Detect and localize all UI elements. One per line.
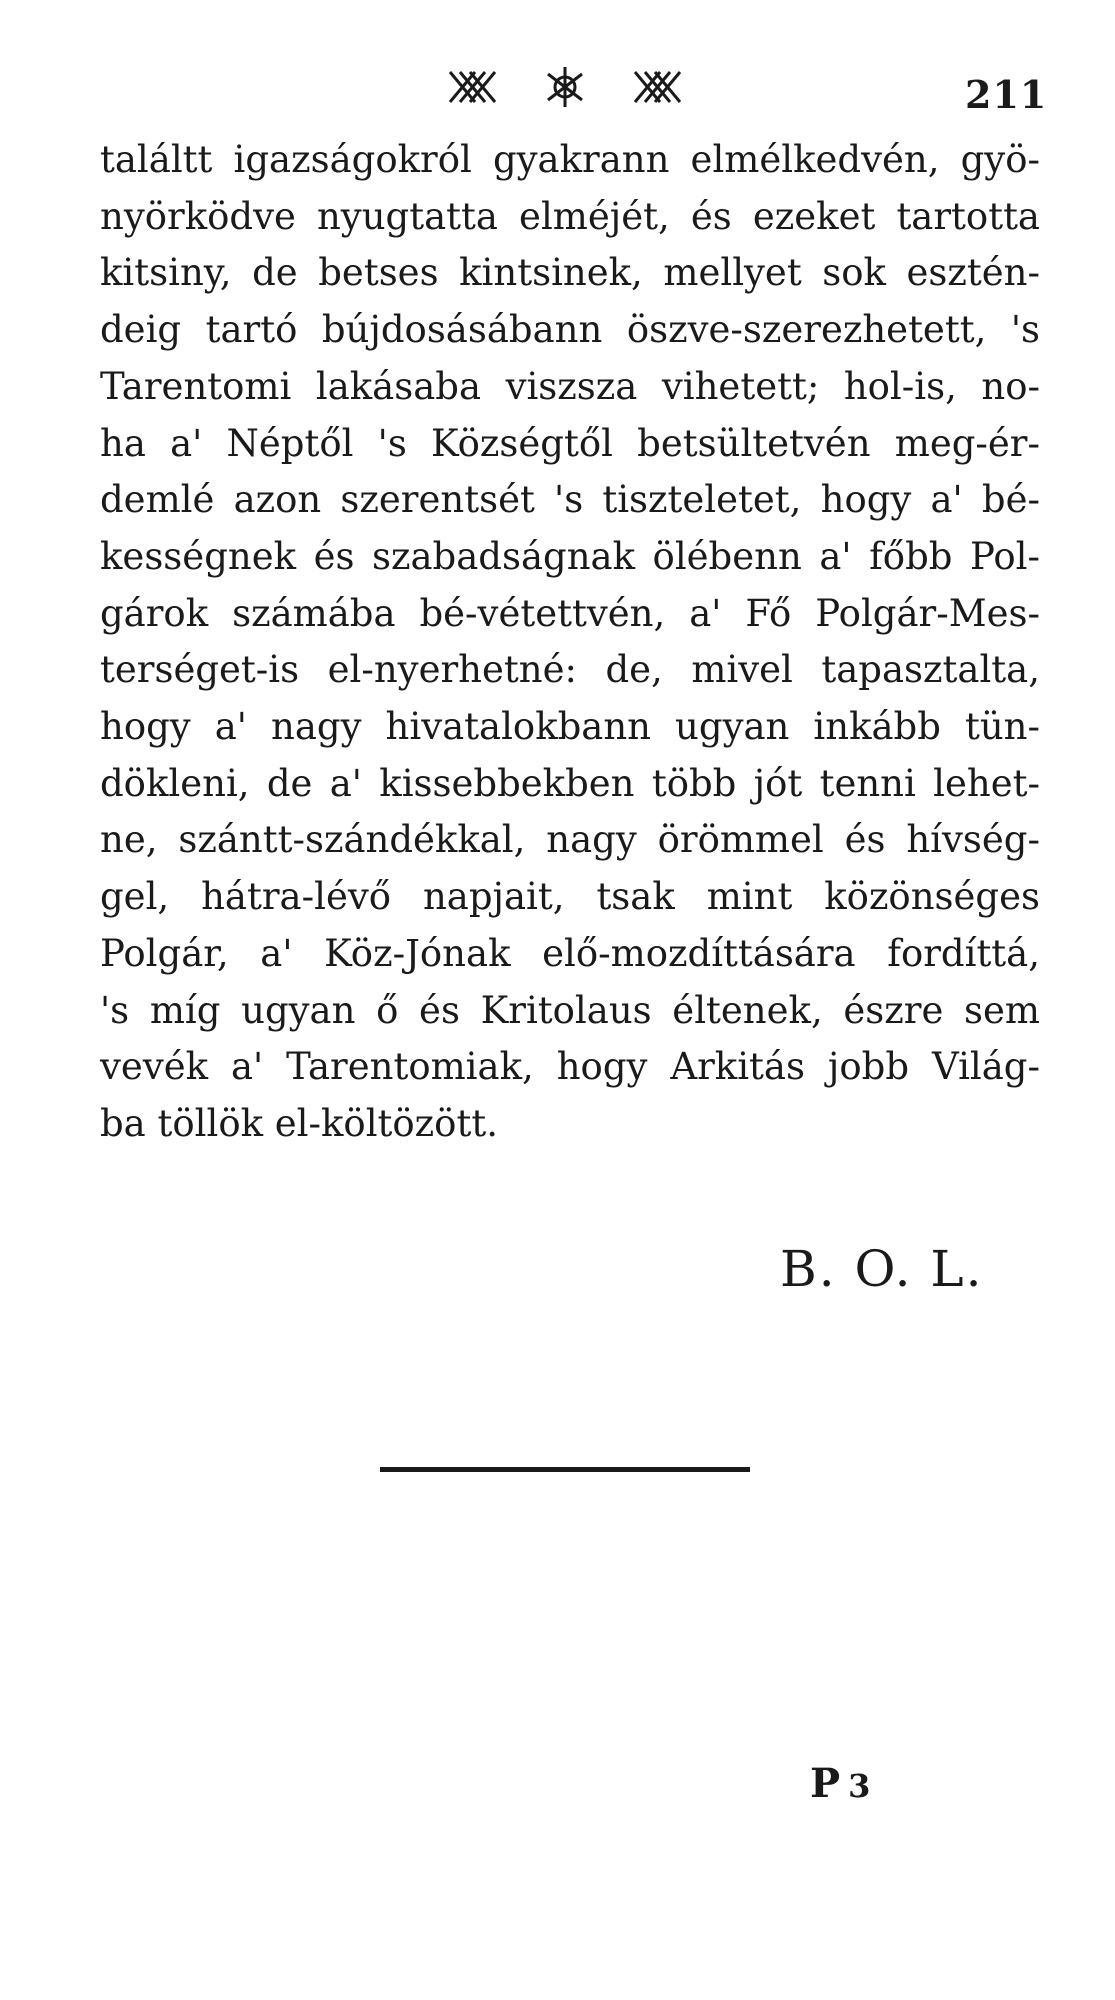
text-line: 's míg ugyan ő és Kritolaus éltenek, észre sem	[100, 988, 1040, 1032]
body-paragraph	[100, 132, 1040, 1153]
text-line: kességnek és szabadságnak ölébenn a' főbb Pol-	[100, 534, 1040, 578]
text-line: vevék a' Tarentomiak, hogy Arkitás jobb Világ-	[100, 1045, 1040, 1089]
signature-number: 3	[848, 1767, 871, 1805]
text-line: nyörködve nyugtatta elméjét, és ezeket tartotta	[100, 194, 1040, 238]
text-line: gel, hátra-lévő napjait, tsak mint közönséges	[100, 875, 1040, 919]
signature-letter: P	[810, 1760, 841, 1807]
text-line: demlé azon szerentsét 's tiszteletet, hogy a' bé-	[100, 478, 1040, 522]
text-line: találtt igazságokról gyakrann elmélkedvén, gyö-	[100, 138, 1040, 181]
page-number: 211	[965, 72, 1048, 117]
author-initials: B. O. L.	[780, 1240, 984, 1298]
text-line: terséget-is el-nyerhetné: de, mivel tapasztalta,	[100, 648, 1040, 692]
text-line: kitsiny, de betses kintsinek, mellyet sok esztén-	[100, 251, 1040, 295]
text-line: dökleni, de a' kissebbekben több jót tenni lehet-	[100, 761, 1040, 805]
text-line: ne, szántt-szándékkal, nagy örömmel és hívség-	[100, 818, 1040, 862]
floral-ornament-icon	[430, 62, 700, 112]
text-line: hogy a' nagy hivatalokbann ugyan inkább tün-	[100, 705, 1040, 749]
text-line: ba töllök el-költözött.	[100, 1101, 498, 1145]
text-line: gárok számába bé-vétettvén, a' Fő Polgár-Mes-	[100, 591, 1040, 635]
text-line: deig tartó bújdosásábann öszve-szerezhetett, 's	[100, 308, 1040, 352]
text-line: Polgár, a' Köz-Jónak elő-mozdíttására fordíttá,	[100, 931, 1040, 975]
section-divider	[380, 1467, 750, 1472]
text-line: Tarentomi lakásaba viszsza vihetett; hol-is, no-	[100, 364, 1040, 408]
text-line: ha a' Néptől 's Községtől betsültetvén meg-ér-	[100, 421, 1040, 465]
printer-signature-mark	[810, 1760, 870, 1807]
